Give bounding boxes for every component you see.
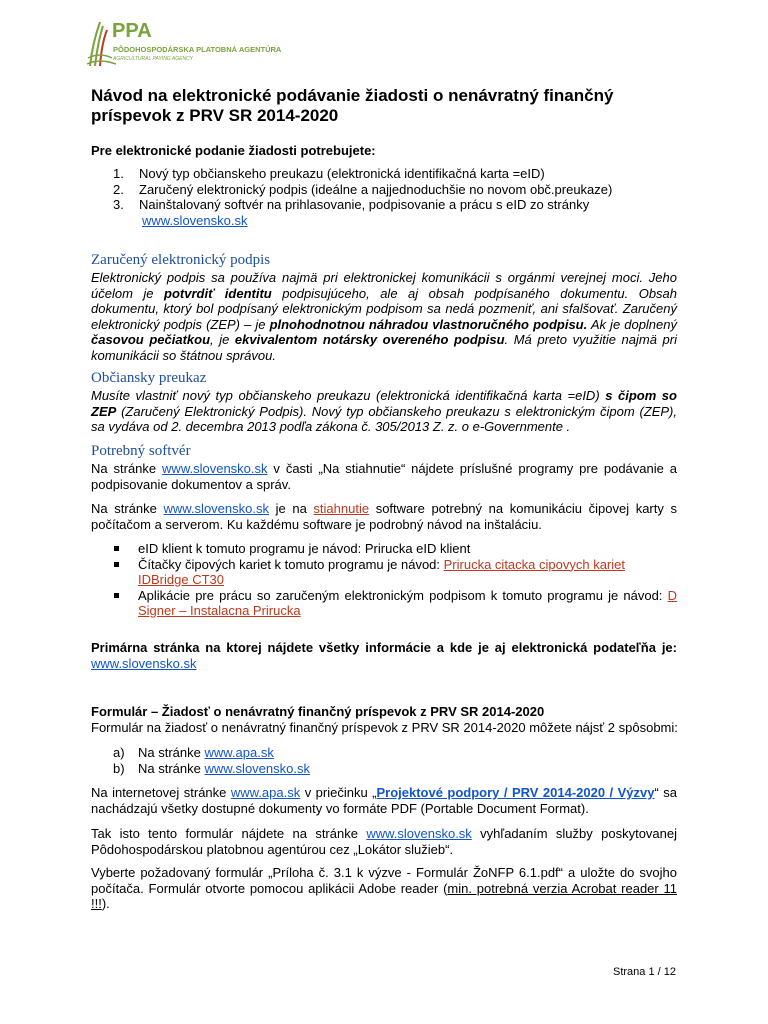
zep-paragraph: Elektronický podpis sa používa najmä pri elektronickej komunikácii s orgánmi verejnej moci. Jeho účelom je potvrdiť identitu podpisujúceho, ale aj obsah podpísaného dokumentu. Obsah dokumentu, ktorý bol podpísaný elektronickým podpisom sa nedá pozmeniť, ani sfalšovať. Zaručený elektronický podpis (ZEP) – je plnohodnotnou náhradou vlastnoručného podpisu. Ak je doplnený časovou pečiatkou, je ekvivalentom notársky overeného podpisu. Má preto využitie najmä pri komunikácii so štátnou správou. [91, 270, 678, 363]
list-item: Aplikácie pre prácu so zaručeným elektronickým podpisom k tomuto programu je návod: D Signer – Instalacna Prirucka [114, 588, 677, 619]
apa-link[interactable]: www.apa.sk [230, 785, 301, 800]
page-number: Strana 1 / 12 [613, 966, 676, 978]
logo-subtitle: PÔDOHOSPODÁRSKA PLATOBNÁ AGENTÚRA [113, 45, 282, 54]
bullet-icon [114, 562, 119, 567]
form-paragraph-1: Na internetovej stránke www.apa.sk v priečinku „Projektové podpory / PRV 2014-2020 / Výzvy“ sa nachádzajú všetky dostupné dokumenty vo formáte PDF (Portable Document Format). [91, 785, 678, 816]
slovensko-link[interactable]: www.slovensko.sk [163, 501, 269, 516]
slovensko-link[interactable]: www.slovensko.sk [204, 760, 310, 776]
form-heading: Formulár – Žiadosť o nenávratný finančný príspevok z PRV SR 2014-2020 [91, 704, 545, 719]
bullet-icon [114, 546, 119, 551]
form-paragraph-2: Tak isto tento formulár nájdete na stránke www.slovensko.sk vyhľadaním služby poskytovanej Pôdohospodárskou platobnou agentúrou cez „Lokátor služieb“. [91, 826, 678, 857]
list-item: 1. Nový typ občianskeho preukazu (elektronická identifikačná karta =eID) [113, 166, 545, 181]
software-heading: Potrebný softvér [91, 443, 191, 459]
op-paragraph: Musíte vlastniť nový typ občianskeho preukazu (elektronická identifikačná karta =eID) s čipom so ZEP (Zaručený Elektronický Podpis). Nový typ občianskeho preukazu s elektronickým čipom (ZEP), sa vydáva od 2. decembra 2013 podľa zákona č. 305/2013 Z. z. o e-Governmente . [91, 388, 677, 434]
form-intro: Formulár na žiadosť o nenávratný finančný príspevok z PRV SR 2014-2020 môžete nájsť 2 spôsobmi: [91, 720, 678, 735]
bullet-icon [114, 593, 119, 598]
download-link[interactable]: stiahnutie [313, 501, 370, 516]
op-heading: Občiansky preukaz [91, 370, 207, 386]
zep-heading: Zaručený elektronický podpis [91, 252, 271, 268]
slovensko-link[interactable]: www.slovensko.sk [91, 655, 197, 671]
list-item: a) Na stránke www.apa.sk [113, 745, 274, 760]
list-item: 2. Zaručený elektronický podpis (ideálne a najjednoduchšie no novom obč.preukaze) [113, 181, 613, 197]
list-item: Čítačky čipových kariet k tomuto programu je návod: Prirucka citacka cipovych kariet IDBridge CT30 [114, 557, 677, 588]
list-item: eID klient k tomuto programu je návod: Prirucka eID klient [114, 541, 677, 557]
software-paragraph-2: Na stránke www.slovensko.sk je na stiahnutie software potrebný na komunikáciu čipovej karty s počítačom a serverom. Ku každému software je podrobný návod na inštaláciu. [91, 501, 677, 532]
title-line-2: príspevok z PRV SR 2014-2020 [91, 106, 339, 125]
slovensko-link[interactable]: www.slovensko.sk [366, 826, 472, 841]
list-item: 3. Nainštalovaný softvér na prihlasovanie, podpisovanie a prácu s eID zo stránky [113, 197, 590, 212]
form-ways [113, 745, 310, 776]
primary-paragraph: Primárna stránka na ktorej nájdete všetky informácie a kde je aj elektronická podateľňa je: www.slovensko.sk [91, 640, 677, 671]
slovensko-link[interactable]: www.slovensko.sk [142, 212, 248, 228]
ppa-logo [86, 18, 326, 70]
dsigner-guide-link[interactable]: D Signer – Instalacna Prirucka [138, 587, 677, 618]
form-paragraph-3: Vyberte požadovaný formulár „Príloha č. 3.1 k výzve - Formulár ŽoNFP 6.1.pdf“ a uložte do svojho počítača. Formulár otvorte pomocou aplikácii Adobe reader (min. potrebná verzia Acrobat reader 11 !!!). [91, 865, 677, 911]
folder-link[interactable]: Projektové podpory / PRV 2014-2020 / Výzvy [376, 785, 655, 800]
software-bullets [114, 541, 677, 619]
apa-link[interactable]: www.apa.sk [204, 745, 274, 760]
software-paragraph-1: Na stránke www.slovensko.sk v časti „Na stiahnutie“ nájdete príslušné programy pre podávanie a podpisovanie dokumentov a správ. [91, 461, 677, 492]
card-reader-guide-link[interactable]: Prirucka citacka cipovych kariet IDBridge CT30 [138, 556, 625, 587]
logo-title: PPA [112, 20, 152, 42]
logo-tagline: AGRICULTURAL PAYING AGENCY [113, 56, 194, 62]
title-line-1: Návod na elektronické podávanie žiadosti o nenávratný finančný [91, 86, 614, 105]
list-item: b) Na stránke www.slovensko.sk [113, 760, 310, 776]
requirements-heading: Pre elektronické podanie žiadosti potrebujete: [91, 143, 376, 158]
requirements-list [113, 166, 693, 228]
page-title [91, 86, 691, 126]
slovensko-link[interactable]: www.slovensko.sk [162, 461, 268, 476]
